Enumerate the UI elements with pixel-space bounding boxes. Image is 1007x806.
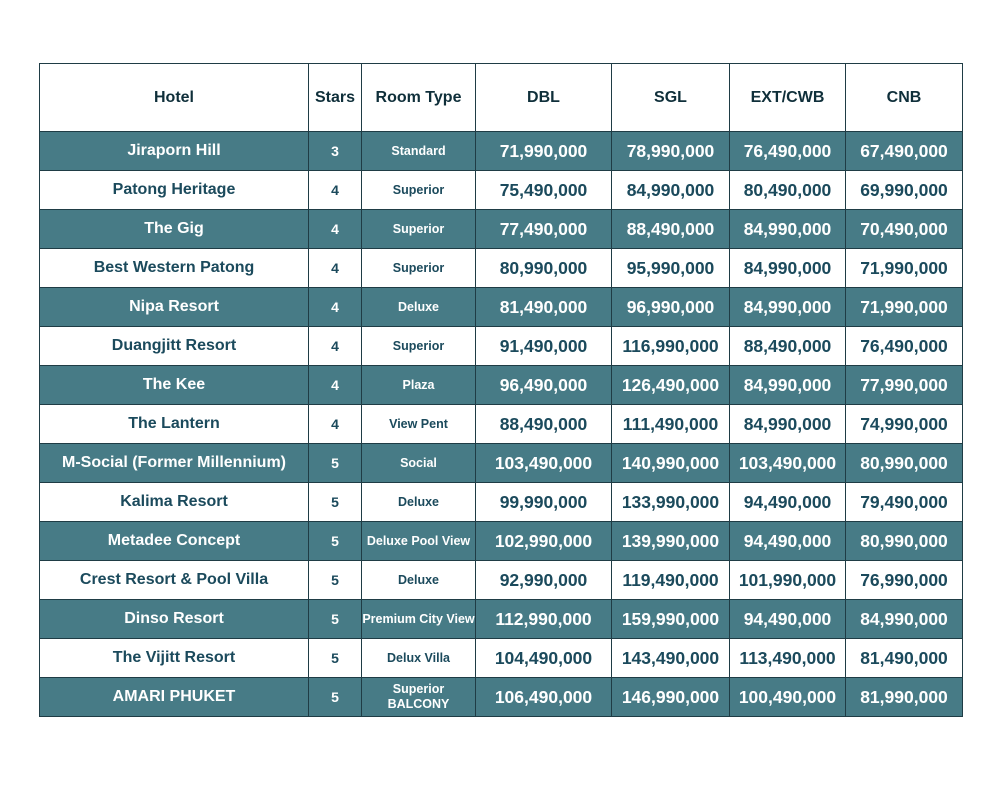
stars-value: 3 xyxy=(309,132,362,171)
room-type: Deluxe Pool View xyxy=(362,522,476,561)
room-type: Delux Villa xyxy=(362,639,476,678)
cnb-price: 71,990,000 xyxy=(846,249,963,288)
cnb-price: 71,990,000 xyxy=(846,288,963,327)
cnb-price: 81,990,000 xyxy=(846,678,963,717)
hotel-name: Jiraporn Hill xyxy=(40,132,309,171)
hotel-name: Duangjitt Resort xyxy=(40,327,309,366)
ext-cwb-price: 101,990,000 xyxy=(730,561,846,600)
table-row xyxy=(40,366,963,405)
dbl-price: 102,990,000 xyxy=(476,522,612,561)
table-body xyxy=(40,132,963,717)
table-row xyxy=(40,600,963,639)
dbl-price: 106,490,000 xyxy=(476,678,612,717)
room-type: Premium City View xyxy=(362,600,476,639)
hotel-name: The Vijitt Resort xyxy=(40,639,309,678)
hotel-name: AMARI PHUKET xyxy=(40,678,309,717)
table-row xyxy=(40,210,963,249)
dbl-price: 91,490,000 xyxy=(476,327,612,366)
ext-cwb-price: 84,990,000 xyxy=(730,249,846,288)
stars-value: 5 xyxy=(309,444,362,483)
stars-value: 4 xyxy=(309,327,362,366)
sgl-price: 111,490,000 xyxy=(612,405,730,444)
dbl-price: 92,990,000 xyxy=(476,561,612,600)
cnb-price: 76,490,000 xyxy=(846,327,963,366)
ext-cwb-price: 94,490,000 xyxy=(730,483,846,522)
header-stars: Stars xyxy=(309,64,362,132)
sgl-price: 88,490,000 xyxy=(612,210,730,249)
stars-value: 4 xyxy=(309,249,362,288)
room-type: Superior xyxy=(362,210,476,249)
header-row xyxy=(40,64,963,132)
room-type: Deluxe xyxy=(362,288,476,327)
header-cnb: CNB xyxy=(846,64,963,132)
table-row xyxy=(40,171,963,210)
sgl-price: 84,990,000 xyxy=(612,171,730,210)
table-row xyxy=(40,288,963,327)
sgl-price: 116,990,000 xyxy=(612,327,730,366)
dbl-price: 80,990,000 xyxy=(476,249,612,288)
dbl-price: 88,490,000 xyxy=(476,405,612,444)
dbl-price: 71,990,000 xyxy=(476,132,612,171)
stars-value: 4 xyxy=(309,366,362,405)
ext-cwb-price: 76,490,000 xyxy=(730,132,846,171)
dbl-price: 75,490,000 xyxy=(476,171,612,210)
room-type: View Pent xyxy=(362,405,476,444)
sgl-price: 133,990,000 xyxy=(612,483,730,522)
sgl-price: 139,990,000 xyxy=(612,522,730,561)
stars-value: 5 xyxy=(309,639,362,678)
dbl-price: 96,490,000 xyxy=(476,366,612,405)
hotel-name: Crest Resort & Pool Villa xyxy=(40,561,309,600)
dbl-price: 77,490,000 xyxy=(476,210,612,249)
cnb-price: 79,490,000 xyxy=(846,483,963,522)
sgl-price: 146,990,000 xyxy=(612,678,730,717)
hotel-name: M-Social (Former Millennium) xyxy=(40,444,309,483)
ext-cwb-price: 103,490,000 xyxy=(730,444,846,483)
stars-value: 5 xyxy=(309,600,362,639)
table-row xyxy=(40,639,963,678)
sgl-price: 119,490,000 xyxy=(612,561,730,600)
room-type: Superior xyxy=(362,327,476,366)
room-type: Superior xyxy=(362,249,476,288)
header-dbl: DBL xyxy=(476,64,612,132)
table-row xyxy=(40,483,963,522)
cnb-price: 80,990,000 xyxy=(846,522,963,561)
cnb-price: 80,990,000 xyxy=(846,444,963,483)
sgl-price: 159,990,000 xyxy=(612,600,730,639)
hotel-name: Metadee Concept xyxy=(40,522,309,561)
hotel-name: Best Western Patong xyxy=(40,249,309,288)
stars-value: 4 xyxy=(309,210,362,249)
room-type: Deluxe xyxy=(362,483,476,522)
header-hotel: Hotel xyxy=(40,64,309,132)
cnb-price: 74,990,000 xyxy=(846,405,963,444)
sgl-price: 78,990,000 xyxy=(612,132,730,171)
ext-cwb-price: 84,990,000 xyxy=(730,405,846,444)
room-type: Superior BALCONY xyxy=(362,678,476,717)
dbl-price: 103,490,000 xyxy=(476,444,612,483)
ext-cwb-price: 84,990,000 xyxy=(730,366,846,405)
hotel-price-table xyxy=(39,63,963,717)
hotel-name: Dinso Resort xyxy=(40,600,309,639)
sgl-price: 96,990,000 xyxy=(612,288,730,327)
stars-value: 4 xyxy=(309,288,362,327)
room-type: Deluxe xyxy=(362,561,476,600)
stars-value: 4 xyxy=(309,405,362,444)
ext-cwb-price: 84,990,000 xyxy=(730,288,846,327)
header-sgl: SGL xyxy=(612,64,730,132)
room-type: Social xyxy=(362,444,476,483)
stars-value: 4 xyxy=(309,171,362,210)
cnb-price: 70,490,000 xyxy=(846,210,963,249)
stars-value: 5 xyxy=(309,678,362,717)
table-row xyxy=(40,327,963,366)
sgl-price: 95,990,000 xyxy=(612,249,730,288)
ext-cwb-price: 88,490,000 xyxy=(730,327,846,366)
ext-cwb-price: 94,490,000 xyxy=(730,600,846,639)
cnb-price: 81,490,000 xyxy=(846,639,963,678)
hotel-name: The Lantern xyxy=(40,405,309,444)
ext-cwb-price: 84,990,000 xyxy=(730,210,846,249)
ext-cwb-price: 94,490,000 xyxy=(730,522,846,561)
header-ext-cwb: EXT/CWB xyxy=(730,64,846,132)
dbl-price: 99,990,000 xyxy=(476,483,612,522)
table-row xyxy=(40,561,963,600)
table-row xyxy=(40,522,963,561)
dbl-price: 104,490,000 xyxy=(476,639,612,678)
cnb-price: 76,990,000 xyxy=(846,561,963,600)
table-row xyxy=(40,444,963,483)
hotel-name: The Gig xyxy=(40,210,309,249)
stars-value: 5 xyxy=(309,522,362,561)
cnb-price: 77,990,000 xyxy=(846,366,963,405)
stars-value: 5 xyxy=(309,483,362,522)
cnb-price: 67,490,000 xyxy=(846,132,963,171)
ext-cwb-price: 80,490,000 xyxy=(730,171,846,210)
sgl-price: 143,490,000 xyxy=(612,639,730,678)
cnb-price: 84,990,000 xyxy=(846,600,963,639)
table-row xyxy=(40,405,963,444)
hotel-name: Kalima Resort xyxy=(40,483,309,522)
stars-value: 5 xyxy=(309,561,362,600)
hotel-name: The Kee xyxy=(40,366,309,405)
sgl-price: 140,990,000 xyxy=(612,444,730,483)
table-row xyxy=(40,249,963,288)
dbl-price: 81,490,000 xyxy=(476,288,612,327)
ext-cwb-price: 113,490,000 xyxy=(730,639,846,678)
room-type: Superior xyxy=(362,171,476,210)
dbl-price: 112,990,000 xyxy=(476,600,612,639)
room-type: Standard xyxy=(362,132,476,171)
hotel-name: Patong Heritage xyxy=(40,171,309,210)
hotel-name: Nipa Resort xyxy=(40,288,309,327)
ext-cwb-price: 100,490,000 xyxy=(730,678,846,717)
cnb-price: 69,990,000 xyxy=(846,171,963,210)
sgl-price: 126,490,000 xyxy=(612,366,730,405)
table-row xyxy=(40,132,963,171)
room-type: Plaza xyxy=(362,366,476,405)
table-row xyxy=(40,678,963,717)
header-room-type: Room Type xyxy=(362,64,476,132)
